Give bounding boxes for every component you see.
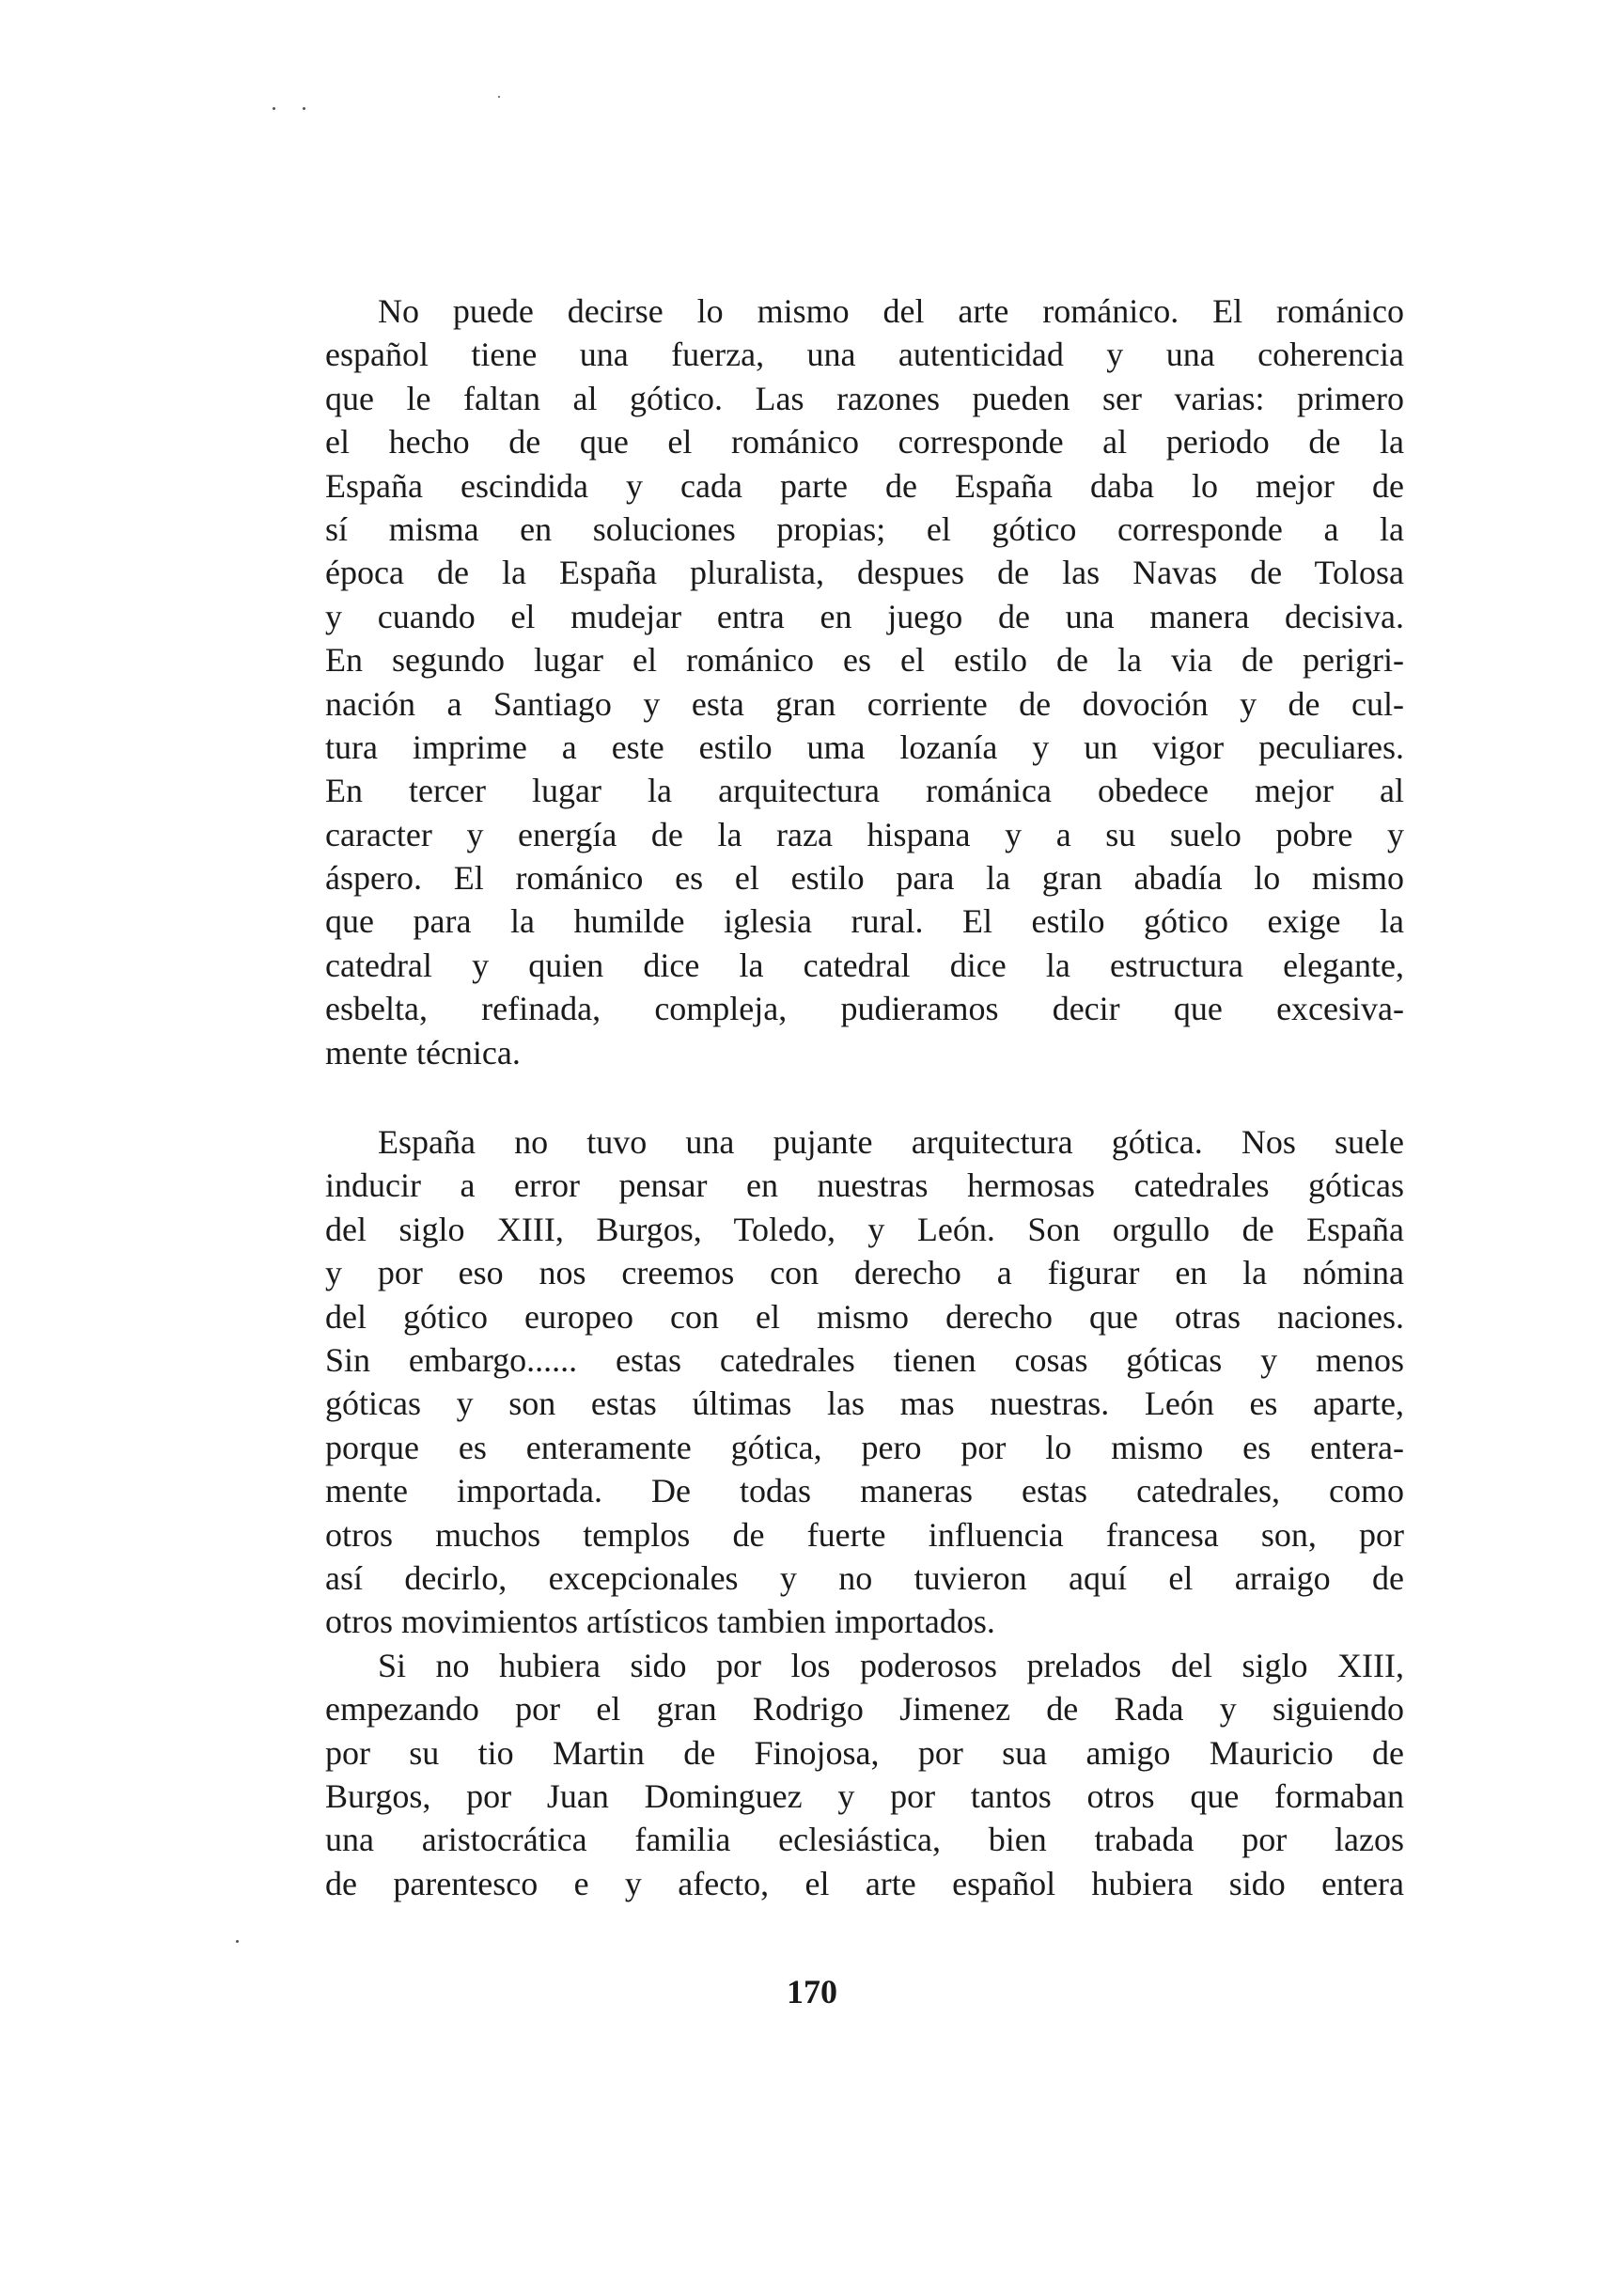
text-line: que para la humilde iglesia rural. El estilo gótico exige la — [325, 902, 1404, 941]
text-line: Burgos, por Juan Dominguez y por tantos otros que formaban — [325, 1776, 1404, 1815]
paragraph — [325, 1644, 1404, 1905]
text-line: tura imprime a este estilo uma lozanía y un vigor peculiares. — [325, 727, 1404, 766]
text-line: del siglo XIII, Burgos, Toledo, y León. Son orgullo de España — [325, 1210, 1404, 1248]
text-line: Si no hubiera sido por los poderosos prelados del siglo XIII, — [378, 1646, 1404, 1684]
text-line: caracter y energía de la raza hispana y a su suelo pobre y — [325, 815, 1404, 853]
page-number: 170 — [787, 1973, 837, 2010]
text-line: de parentesco e y afecto, el arte español hubiera sido entera — [325, 1864, 1404, 1902]
paragraph — [325, 1120, 1404, 1644]
paragraph — [325, 289, 1404, 1074]
text-line: España escindida y cada parte de España daba lo mejor de — [325, 466, 1404, 505]
text-line: así decirlo, excepcionales y no tuvieron aquí el arraigo de — [325, 1558, 1404, 1597]
text-line: góticas y son estas últimas las mas nuestras. León es aparte, — [325, 1384, 1404, 1423]
text-line: porque es enteramente gótica, pero por lo mismo es entera- — [325, 1428, 1404, 1466]
text-line: España no tuvo una pujante arquitectura gótica. Nos suele — [378, 1123, 1404, 1162]
text-line: época de la España pluralista, despues de las Navas de Tolosa — [325, 554, 1404, 592]
text-line: que le faltan al gótico. Las razones pueden ser varias: primero — [325, 379, 1404, 417]
text-line: del gótico europeo con el mismo derecho que otras naciones. — [325, 1297, 1404, 1336]
text-line: catedral y quien dice la catedral dice la estructura elegante, — [325, 946, 1404, 984]
text-line: y cuando el mudejar entra en juego de una manera decisiva. — [325, 597, 1404, 635]
text-line: esbelta, refinada, compleja, pudieramos decir que excesiva- — [325, 990, 1404, 1028]
text-line: y por eso nos creemos con derecho a figurar en la nómina — [325, 1254, 1404, 1292]
text-line: mente importada. De todas maneras estas catedrales, como — [325, 1472, 1404, 1510]
text-line: empezando por el gran Rodrigo Jimenez de Rada y siguiendo — [325, 1690, 1404, 1729]
text-line: sí misma en soluciones propias; el gótico corresponde a la — [325, 509, 1404, 548]
text-line: español tiene una fuerza, una autenticidad y una coherencia — [325, 336, 1404, 374]
text-line: No puede decirse lo mismo del arte románico. El románico — [378, 292, 1404, 330]
scan-speck — [273, 107, 275, 110]
text-line: Sin embargo...... estas catedrales tienen cosas góticas y menos — [325, 1340, 1404, 1379]
text-line: En tercer lugar la arquitectura románica obedece mejor al — [325, 772, 1404, 810]
scan-speck — [303, 107, 305, 110]
text-line: áspero. El románico es el estilo para la gran abadía lo mismo — [325, 859, 1404, 898]
text-line: mente técnica. — [325, 1033, 521, 1072]
scan-speck — [498, 96, 500, 98]
text-line: nación a Santiago y esta gran corriente de dovoción y de cul- — [325, 684, 1404, 723]
text-line: otros movimientos artísticos tambien importados. — [325, 1603, 995, 1641]
text-line: por su tio Martin de Finojosa, por sua amigo Mauricio de — [325, 1733, 1404, 1772]
text-line: En segundo lugar el románico es el estilo de la via de perigri- — [325, 641, 1404, 680]
body-text — [325, 289, 1404, 1905]
text-line: el hecho de que el románico corresponde al periodo de la — [325, 423, 1404, 461]
text-line: otros muchos templos de fuerte influencia francesa son, por — [325, 1515, 1404, 1554]
text-line: una aristocrática familia eclesiástica, bien trabada por lazos — [325, 1821, 1404, 1859]
scan-speck — [236, 1940, 239, 1943]
text-line: inducir a error pensar en nuestras hermosas catedrales góticas — [325, 1166, 1404, 1205]
